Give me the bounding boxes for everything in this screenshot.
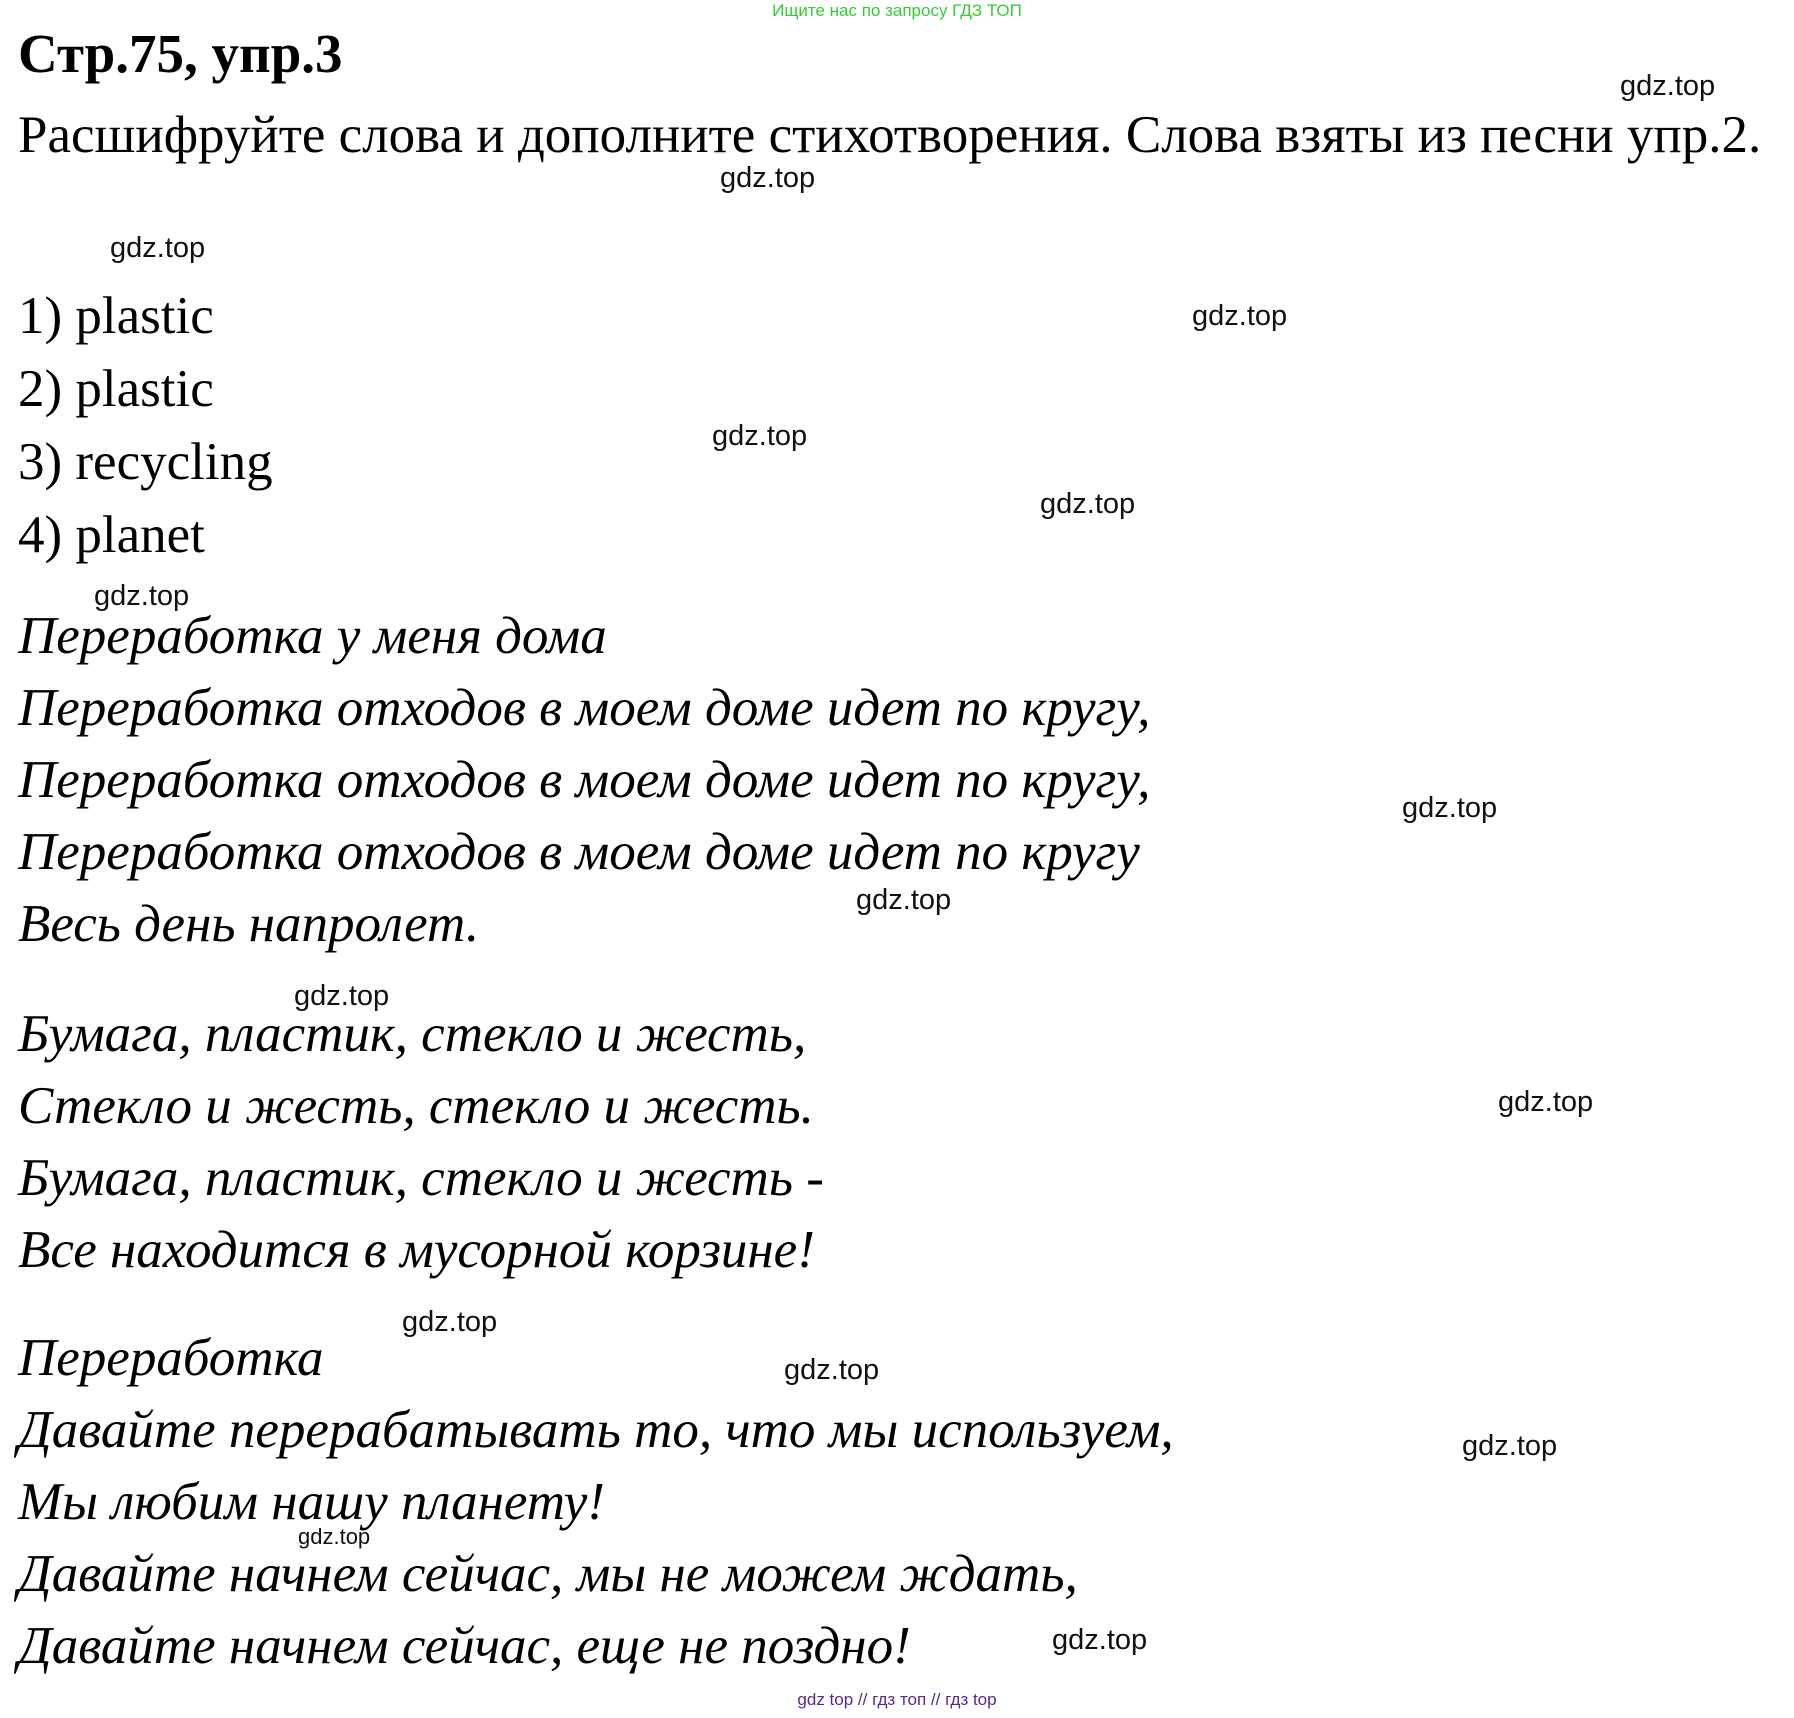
verse-line: Переработка xyxy=(18,1329,324,1387)
verse-line: Бумага, пластик, стекло и жесть, xyxy=(18,1005,807,1063)
verse-3 xyxy=(18,1322,1174,1682)
watermark: gdz.top xyxy=(712,420,808,452)
verse-line: Переработка отходов в моем доме идет по кругу xyxy=(18,823,1140,881)
verse-line: Мы любим нашу планету! xyxy=(18,1473,605,1531)
watermark: gdz.top xyxy=(294,980,390,1012)
watermark: gdz.top xyxy=(298,1524,371,1549)
verse-2 xyxy=(18,998,824,1286)
watermark: gdz.top xyxy=(1052,1624,1148,1656)
answer-item: 2) plastic xyxy=(18,360,214,418)
answer-list xyxy=(18,280,273,572)
watermark: gdz.top xyxy=(110,232,206,264)
watermark: gdz.top xyxy=(784,1354,880,1386)
watermark: gdz.top xyxy=(1192,300,1288,332)
watermark: gdz.top xyxy=(94,580,190,612)
watermark: gdz.top xyxy=(1620,70,1716,102)
watermark: gdz.top xyxy=(1498,1086,1594,1118)
watermark: gdz.top xyxy=(1040,488,1136,520)
watermark: gdz.top xyxy=(720,162,816,194)
verse-1 xyxy=(18,600,1150,960)
verse-line: Переработка отходов в моем доме идет по кругу, xyxy=(18,679,1151,737)
verse-line: Давайте начнем сейчас, мы не можем ждать, xyxy=(18,1545,1078,1603)
verse-line: Давайте перерабатывать то, что мы используем, xyxy=(18,1401,1174,1459)
watermark: gdz.top xyxy=(1402,792,1498,824)
answer-item: 1) plastic xyxy=(18,287,214,345)
footer-links: gdz top // гдз топ // гдз top xyxy=(797,1690,997,1709)
answer-item: 4) planet xyxy=(18,506,205,564)
verse-line: Все находится в мусорной корзине! xyxy=(18,1221,815,1279)
watermark: gdz.top xyxy=(402,1306,498,1338)
top-banner: Ищите нас по запросу ГДЗ ТОП xyxy=(772,1,1022,20)
page-title: Стр.75, упр.3 xyxy=(18,23,343,84)
verse-line: Давайте начнем сейчас, еще не поздно! xyxy=(18,1617,911,1675)
verse-line: Весь день напролет. xyxy=(18,895,480,953)
verse-line: Бумага, пластик, стекло и жесть - xyxy=(18,1149,824,1207)
verse-line: Стекло и жесть, стекло и жесть. xyxy=(18,1077,814,1135)
exercise-instruction: Расшифруйте слова и дополните стихотворения. Слова взяты из песни упр.2. xyxy=(18,106,1762,164)
verse-line: Переработка у меня дома xyxy=(18,607,607,665)
answer-item: 3) recycling xyxy=(18,433,273,491)
watermark: gdz.top xyxy=(1462,1430,1558,1462)
verse-line: Переработка отходов в моем доме идет по кругу, xyxy=(18,751,1151,809)
watermark: gdz.top xyxy=(856,884,952,916)
